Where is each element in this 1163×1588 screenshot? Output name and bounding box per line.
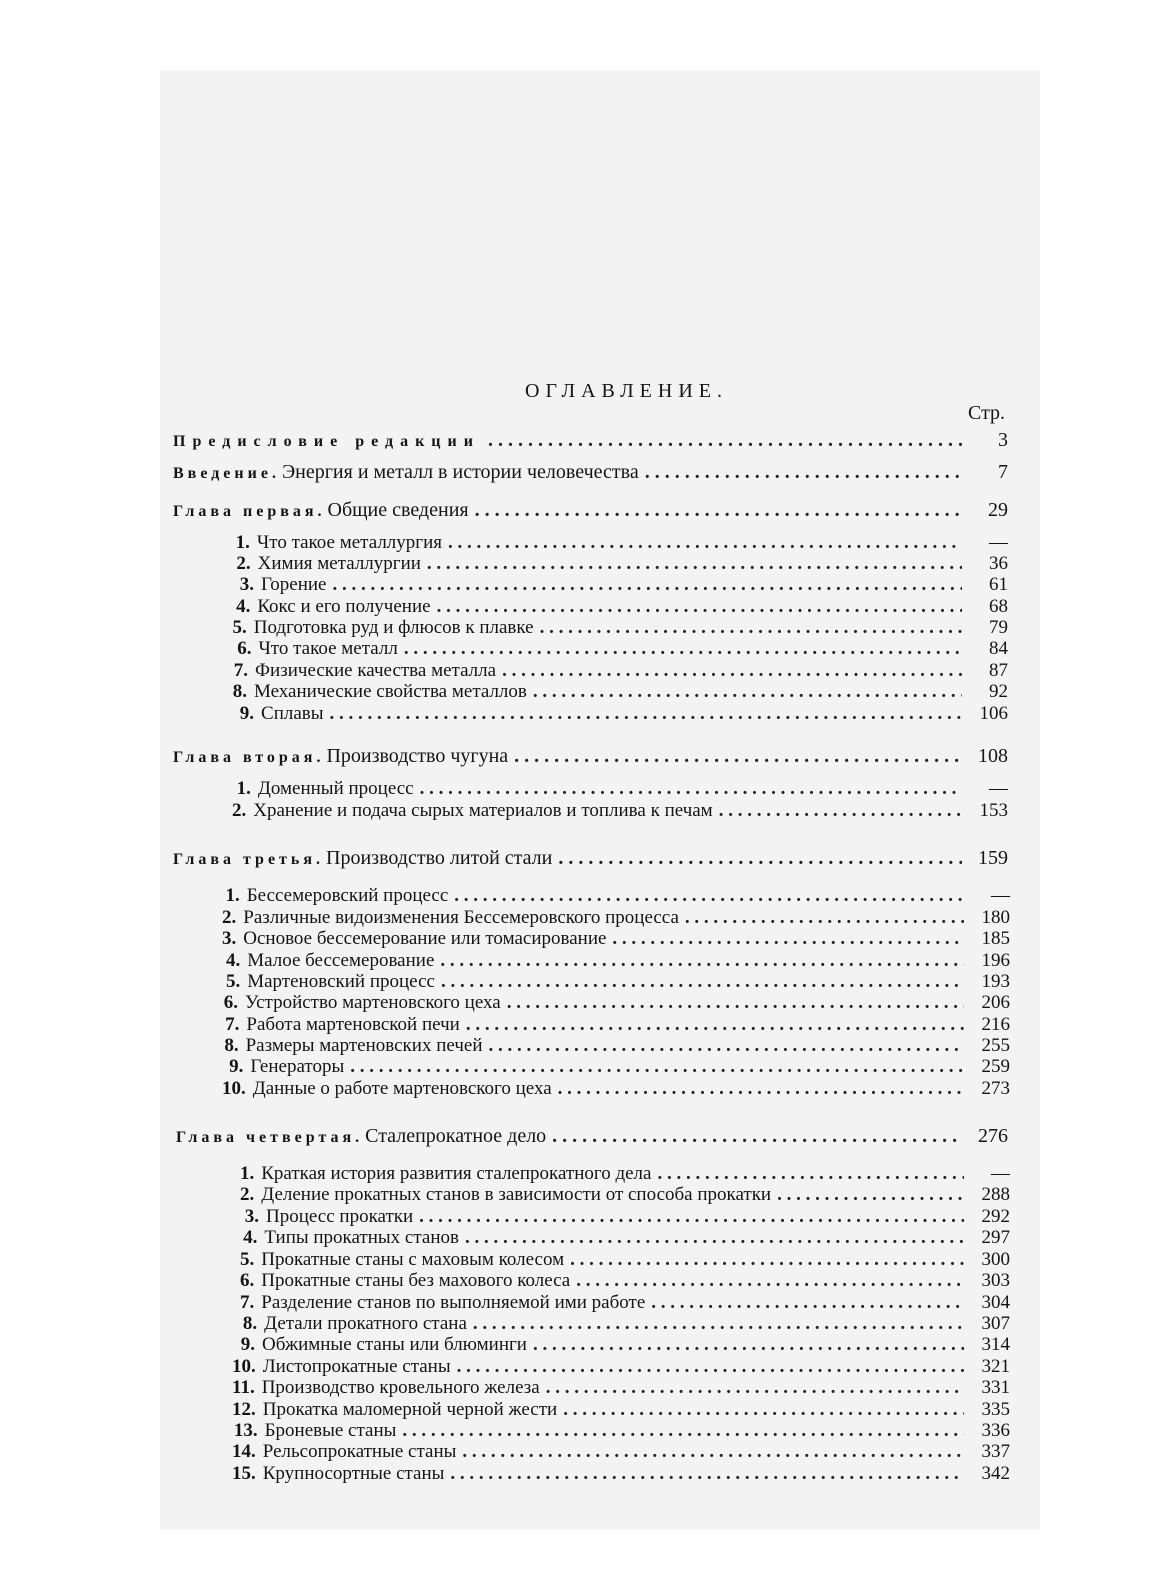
item-number: 13. — [233, 1420, 258, 1441]
item-page: 106 — [979, 703, 1008, 724]
dot-leader — [563, 1399, 964, 1420]
chapter-text: Сталепрокатное дело — [365, 1125, 547, 1147]
dot-leader — [552, 1126, 962, 1147]
item-page: 342 — [981, 1463, 1010, 1484]
toc-item[interactable] — [240, 1163, 1010, 1184]
chapter-text: Общие сведения — [327, 499, 469, 521]
dot-leader — [777, 1184, 964, 1205]
dot-leader — [404, 638, 962, 659]
item-number: 8. — [224, 1035, 239, 1056]
item-text: Броневые станы — [264, 1420, 397, 1441]
item-text: Детали прокатного стана — [264, 1313, 467, 1334]
entry-text: Энергия и металл в истории человечества — [281, 461, 639, 483]
item-number: 11. — [232, 1377, 255, 1398]
toc-item[interactable] — [232, 574, 1008, 595]
toc-entry-preface[interactable] — [173, 430, 1008, 452]
item-text: Хранение и подача сырых материалов и топлива к печам — [253, 800, 713, 821]
item-text: Типы прокатных станов — [264, 1227, 459, 1248]
dot-leader — [475, 500, 962, 521]
item-page: 337 — [981, 1441, 1010, 1462]
dot-leader — [685, 907, 964, 928]
toc-item[interactable] — [232, 553, 1008, 574]
item-number: 12. — [232, 1399, 256, 1420]
dot-leader — [419, 1206, 964, 1227]
toc-item[interactable] — [240, 1206, 1010, 1227]
toc-entry-introduction[interactable] — [173, 462, 1008, 484]
toc-item[interactable] — [222, 971, 1010, 992]
item-text: Крупносортные станы — [262, 1463, 445, 1484]
toc-item[interactable] — [232, 1377, 1010, 1398]
toc-item[interactable] — [240, 1313, 1010, 1334]
item-number: 10. — [232, 1356, 256, 1377]
dot-leader — [502, 660, 962, 681]
item-page: 36 — [989, 553, 1008, 574]
item-text: Работа мартеновской печи — [246, 1014, 460, 1035]
toc-item[interactable] — [222, 1056, 1010, 1077]
item-page: 68 — [989, 596, 1008, 617]
toc-item[interactable] — [232, 703, 1008, 724]
dot-leader — [533, 1334, 964, 1355]
chapter-lead: Глава третья. — [173, 851, 325, 868]
toc-item[interactable] — [222, 992, 1010, 1013]
item-text: Кокс и его получение — [257, 596, 431, 617]
item-number: 3. — [222, 928, 237, 949]
item-page: 216 — [981, 1014, 1010, 1035]
toc-chapter-3[interactable] — [173, 848, 1008, 870]
dot-leader — [570, 1249, 964, 1270]
item-page: 303 — [981, 1270, 1010, 1291]
item-text: Производство кровельного железа — [261, 1377, 540, 1398]
item-page: 321 — [981, 1356, 1010, 1377]
item-text: Бессемеровский процесс — [246, 885, 449, 906]
item-number: 5. — [240, 1249, 255, 1270]
toc-item[interactable] — [240, 1334, 1010, 1355]
toc-item[interactable] — [232, 1420, 1010, 1441]
item-number: 14. — [232, 1441, 256, 1462]
item-text: Горение — [260, 574, 327, 595]
item-text: Мартеновский процесс — [247, 971, 435, 992]
item-number: 1. — [235, 532, 250, 553]
item-text: Данные о работе мартеновского цеха — [252, 1078, 552, 1099]
item-text: Устройство мартеновского цеха — [244, 992, 501, 1013]
dot-leader — [558, 1078, 964, 1099]
toc-chapter-4[interactable] — [176, 1126, 1008, 1148]
dot-leader — [427, 553, 962, 574]
toc-item[interactable] — [232, 1441, 1010, 1462]
chapter-lead: Глава вторая. — [173, 749, 325, 766]
chapter-page: 108 — [978, 745, 1008, 767]
toc-item[interactable] — [240, 1227, 1010, 1248]
page-title: ОГЛАВЛЕНИЕ. — [525, 380, 728, 402]
item-number: 2. — [232, 800, 247, 821]
toc-item[interactable] — [222, 1078, 1010, 1099]
chapter-lead: Глава четвертая. — [176, 1129, 364, 1146]
toc-item[interactable] — [222, 950, 1010, 971]
toc-item[interactable] — [240, 1270, 1010, 1291]
item-number: 5. — [232, 617, 247, 638]
item-text: Основое бессемерование или томасирование — [243, 928, 607, 949]
item-page: 206 — [981, 992, 1010, 1013]
item-text: Химия металлургии — [257, 553, 421, 574]
toc-chapter-2[interactable] — [173, 746, 1008, 768]
dot-leader — [488, 430, 962, 451]
item-text: Прокатные станы с маховым колесом — [261, 1249, 565, 1270]
item-number: 2. — [236, 553, 251, 574]
item-text: Прокатка маломерной черной жести — [262, 1399, 558, 1420]
dot-leader — [440, 950, 964, 971]
dot-leader — [420, 778, 962, 799]
item-page: 336 — [981, 1420, 1010, 1441]
item-text: Листопрокатные станы — [262, 1356, 451, 1377]
item-page: 300 — [981, 1249, 1010, 1270]
dot-leader — [612, 928, 964, 949]
dot-leader — [465, 1227, 964, 1248]
item-page: 180 — [981, 907, 1010, 928]
chapter-page: 276 — [978, 1125, 1008, 1147]
dot-leader — [466, 1014, 964, 1035]
item-page: — — [989, 532, 1008, 553]
item-page: 288 — [981, 1184, 1010, 1205]
item-text: Физические качества металла — [255, 660, 497, 681]
dot-leader — [402, 1420, 964, 1441]
toc-item[interactable] — [240, 1184, 1010, 1205]
item-number: 10. — [222, 1078, 246, 1099]
item-text: Обжимные станы или блюминги — [262, 1334, 527, 1355]
toc-item[interactable] — [232, 681, 1008, 702]
item-page: 196 — [981, 950, 1010, 971]
item-number: 6. — [223, 992, 238, 1013]
item-text: Генераторы — [250, 1056, 345, 1077]
item-page: 335 — [981, 1399, 1010, 1420]
item-number: 9. — [240, 1334, 256, 1355]
dot-leader — [448, 532, 962, 553]
dot-leader — [558, 848, 962, 869]
item-page: 259 — [981, 1056, 1010, 1077]
item-number: 9. — [239, 703, 255, 724]
item-number: 3. — [244, 1206, 259, 1227]
toc-item[interactable] — [222, 1035, 1010, 1056]
entry-page: 3 — [998, 429, 1008, 451]
item-number: 4. — [236, 596, 251, 617]
item-page: 153 — [979, 800, 1008, 821]
toc-item[interactable] — [222, 885, 1010, 906]
item-number: 7. — [240, 1292, 255, 1313]
item-number: 6. — [240, 1270, 255, 1291]
item-number: 4. — [226, 950, 241, 971]
item-number: 1. — [240, 1163, 255, 1184]
toc-item[interactable] — [232, 1463, 1010, 1484]
dot-leader — [462, 1441, 964, 1462]
toc-item[interactable] — [222, 1014, 1010, 1035]
item-text: Размеры мартеновских печей — [245, 1035, 483, 1056]
item-text: Что такое металлургия — [256, 532, 442, 553]
item-text: Механические свойства металлов — [253, 681, 527, 702]
item-page: 255 — [981, 1035, 1010, 1056]
item-page: — — [991, 1163, 1010, 1184]
toc-item[interactable] — [232, 617, 1008, 638]
chapter-text: Производство литой стали — [326, 847, 553, 869]
item-number: 2. — [240, 1184, 255, 1205]
dot-leader — [546, 1377, 964, 1398]
toc-item[interactable] — [232, 532, 1008, 553]
item-page: — — [991, 885, 1010, 906]
dot-leader — [450, 1463, 964, 1484]
dot-leader — [645, 462, 962, 483]
dot-leader — [437, 596, 962, 617]
item-page: 307 — [981, 1313, 1010, 1334]
item-number: 5. — [225, 971, 241, 992]
toc-item[interactable] — [222, 907, 1010, 928]
item-text: Краткая история развития сталепрокатного дела — [261, 1163, 652, 1184]
item-number: 8. — [232, 681, 247, 702]
toc-item[interactable] — [232, 660, 1008, 681]
item-number: 1. — [236, 778, 251, 799]
chapter-text: Производство чугуна — [326, 745, 509, 767]
dot-leader — [719, 800, 962, 821]
item-text: Подготовка руд и флюсов к плавке — [253, 617, 534, 638]
toc-item[interactable] — [240, 1292, 1010, 1313]
chapter-page: 159 — [978, 847, 1008, 869]
item-number: 2. — [222, 907, 237, 928]
item-text: Разделение станов по выполняемой ими работе — [261, 1292, 646, 1313]
toc-item[interactable] — [232, 638, 1008, 659]
item-page: 61 — [989, 574, 1008, 595]
dot-leader — [576, 1270, 964, 1291]
dot-leader — [457, 1356, 964, 1377]
item-page: 87 — [989, 660, 1008, 681]
dot-leader — [473, 1313, 964, 1334]
item-page: 292 — [981, 1206, 1010, 1227]
chapter-page: 29 — [988, 499, 1008, 521]
entry-page: 7 — [998, 461, 1008, 483]
dot-leader — [651, 1292, 964, 1313]
item-text: Деление прокатных станов в зависимости от способа прокатки — [261, 1184, 772, 1205]
chapter-lead: Глава первая. — [173, 503, 326, 520]
dot-leader — [454, 885, 964, 906]
dot-leader — [533, 681, 962, 702]
item-page: 185 — [981, 928, 1010, 949]
item-page: 92 — [989, 681, 1008, 702]
dot-leader — [657, 1163, 964, 1184]
item-page: 273 — [981, 1078, 1010, 1099]
item-text: Что такое металл — [258, 638, 398, 659]
page-column-header: Стр. — [968, 402, 1006, 424]
item-text: Различные видоизменения Бессемеровского процесса — [243, 907, 679, 928]
item-number: 8. — [242, 1313, 258, 1334]
item-number: 1. — [225, 885, 240, 906]
item-page: 331 — [981, 1377, 1010, 1398]
item-number: 6. — [237, 638, 252, 659]
dot-leader — [514, 746, 962, 767]
toc-item[interactable] — [232, 596, 1008, 617]
item-page: 79 — [989, 617, 1008, 638]
toc-item[interactable] — [232, 1399, 1010, 1420]
item-number: 3. — [239, 574, 254, 595]
item-text: Сплавы — [261, 703, 324, 724]
item-page: 314 — [981, 1334, 1010, 1355]
item-text: Прокатные станы без махового колеса — [261, 1270, 571, 1291]
dot-leader — [441, 971, 964, 992]
item-number: 7. — [233, 660, 249, 681]
item-text: Малое бессемерование — [247, 950, 435, 971]
item-page: 84 — [989, 638, 1008, 659]
item-text: Доменный процесс — [257, 778, 414, 799]
item-page: 304 — [981, 1292, 1010, 1313]
item-number: 7. — [225, 1014, 240, 1035]
toc-item[interactable] — [222, 928, 1010, 949]
entry-lead: Предисловие редакции — [173, 433, 480, 450]
item-page: — — [989, 778, 1008, 799]
toc-item[interactable] — [232, 1356, 1010, 1377]
dot-leader — [489, 1035, 965, 1056]
dot-leader — [350, 1056, 964, 1077]
item-page: 297 — [981, 1227, 1010, 1248]
entry-lead: Введение. — [173, 465, 280, 482]
dot-leader — [330, 703, 962, 724]
item-number: 15. — [232, 1463, 256, 1484]
dot-leader — [540, 617, 962, 638]
item-text: Процесс прокатки — [266, 1206, 414, 1227]
dot-leader — [507, 992, 964, 1013]
toc-item[interactable] — [232, 778, 1008, 799]
item-number: 9. — [229, 1056, 244, 1077]
toc-chapter-1[interactable] — [173, 500, 1008, 522]
toc-item[interactable] — [240, 1249, 1010, 1270]
toc-item[interactable] — [232, 800, 1008, 821]
dot-leader — [332, 574, 962, 595]
item-text: Рельсопрокатные станы — [262, 1441, 457, 1462]
item-number: 4. — [243, 1227, 258, 1248]
item-page: 193 — [981, 971, 1010, 992]
